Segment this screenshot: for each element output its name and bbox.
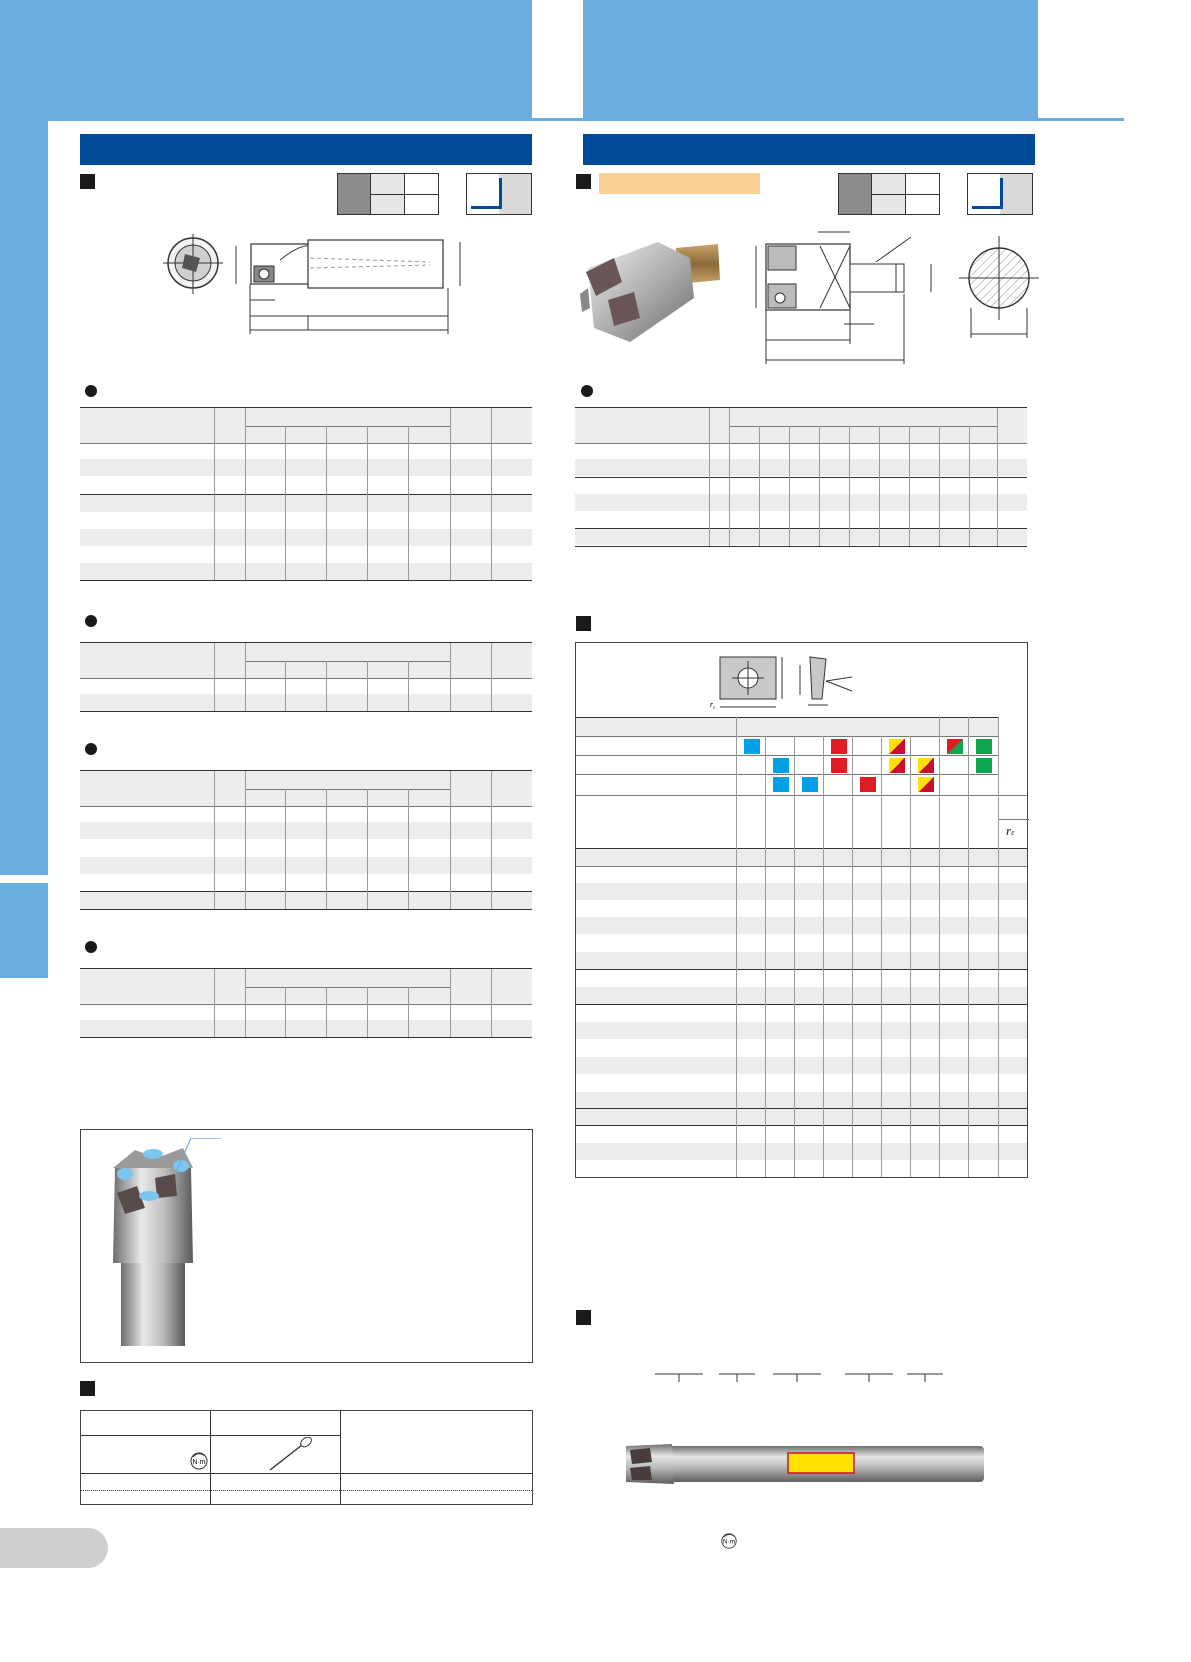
spec-table-3 bbox=[80, 770, 532, 910]
grade-mark-rg bbox=[947, 739, 963, 754]
grade-row-line bbox=[576, 736, 998, 737]
long-endmill-photo bbox=[622, 1440, 987, 1490]
section-title-bar-right bbox=[583, 134, 1035, 165]
corner-radius-subscript: ε bbox=[1011, 828, 1015, 837]
section-square-marker bbox=[576, 616, 591, 631]
svg-text:N·m: N·m bbox=[192, 1459, 206, 1466]
grade-mark-blue bbox=[773, 758, 789, 773]
grade-mark-yr bbox=[889, 758, 905, 773]
header-rule bbox=[48, 118, 1124, 121]
bullet-dot bbox=[85, 743, 97, 755]
arbor-cross-section bbox=[955, 232, 1045, 342]
grade-mark-yr bbox=[918, 777, 934, 792]
grade-mark-red bbox=[860, 777, 876, 792]
spec-table-1 bbox=[80, 407, 532, 581]
insert-radius-subscript: ε bbox=[713, 706, 716, 711]
grade-mark-blue bbox=[802, 777, 818, 792]
svg-text:N·m: N·m bbox=[723, 1538, 735, 1546]
torque-icon bbox=[720, 1532, 738, 1550]
spec-legend-left bbox=[337, 173, 439, 215]
header-band-right bbox=[583, 0, 1038, 120]
grade-mark-green bbox=[976, 739, 992, 754]
endmill-photo bbox=[105, 1138, 235, 1348]
section-square-marker bbox=[576, 1310, 591, 1325]
header-band-left bbox=[0, 0, 532, 120]
coolant-feature-box bbox=[80, 1129, 533, 1363]
grade-row-line bbox=[576, 774, 998, 775]
grade-mark-red bbox=[831, 758, 847, 773]
left-side-tab bbox=[0, 883, 48, 978]
section-square-marker bbox=[80, 1381, 95, 1396]
spec-table-2 bbox=[80, 642, 532, 712]
re-header-cell bbox=[998, 795, 1029, 848]
insert-radius-symbol: r bbox=[710, 700, 714, 709]
bullet-dot bbox=[581, 385, 593, 397]
bullet-dot bbox=[85, 615, 97, 627]
modular-head-photo bbox=[578, 238, 723, 348]
grade-mark-blue bbox=[744, 739, 760, 754]
ordering-code-brackets bbox=[655, 1370, 945, 1384]
grade-mark-green bbox=[976, 758, 992, 773]
modular-head-diagram bbox=[746, 222, 938, 368]
grade-row-line bbox=[576, 755, 998, 756]
shoulder-angle-icon-left bbox=[466, 173, 532, 215]
parts-table bbox=[80, 1410, 533, 1505]
torque-icon bbox=[189, 1451, 209, 1471]
insert-table bbox=[575, 642, 1028, 1178]
dim-header-band bbox=[576, 848, 1027, 867]
section-square-marker bbox=[80, 174, 95, 189]
dim-header-line bbox=[576, 795, 1027, 796]
spec-table-4 bbox=[80, 968, 532, 1038]
left-side-band bbox=[0, 0, 48, 875]
bullet-dot bbox=[85, 941, 97, 953]
corner-radius-symbol: r bbox=[1006, 823, 1012, 838]
grade-mark-yr bbox=[889, 739, 905, 754]
torque-wrench-icon bbox=[266, 1437, 316, 1473]
page-number-tab bbox=[0, 1528, 108, 1568]
grade-mark-blue bbox=[773, 777, 789, 792]
spec-legend-right bbox=[838, 173, 940, 215]
highlight-label bbox=[599, 173, 760, 194]
shoulder-angle-icon-right bbox=[967, 173, 1033, 215]
modular-spec-table bbox=[575, 407, 1027, 547]
endmill-diagram bbox=[160, 234, 480, 339]
grade-mark-red bbox=[831, 739, 847, 754]
section-title-bar-left bbox=[80, 134, 532, 165]
bullet-dot bbox=[85, 385, 97, 397]
section-square-marker bbox=[576, 174, 591, 189]
grade-mark-yr bbox=[918, 758, 934, 773]
